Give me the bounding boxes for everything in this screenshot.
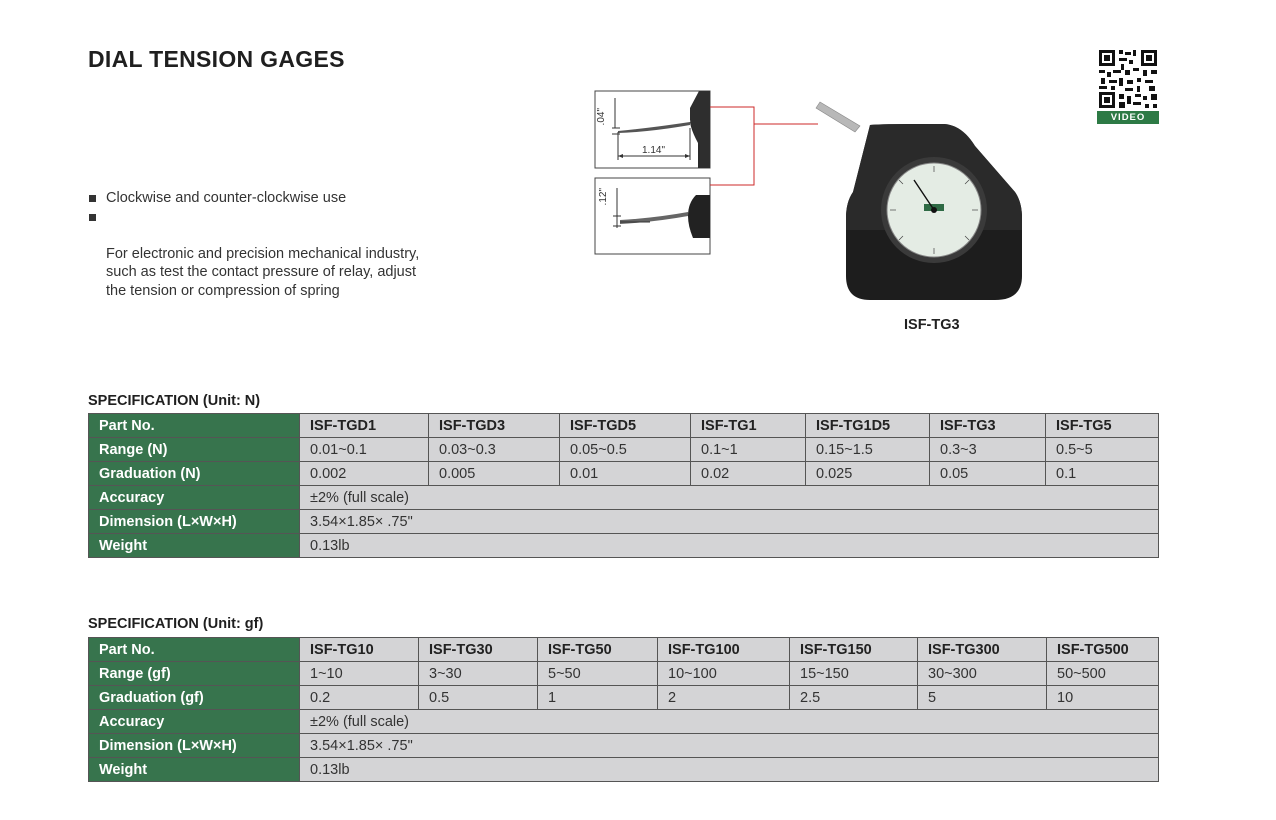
row-label: Graduation (gf) [89, 686, 300, 710]
feature-item [89, 189, 419, 208]
table-row [89, 486, 1159, 510]
table-cell: 50~500 [1047, 662, 1159, 686]
table-row [89, 662, 1159, 686]
table-cell: 0.02 [691, 462, 806, 486]
table-row [89, 686, 1159, 710]
part-no-cell: ISF-TG10 [300, 638, 419, 662]
table-cell: 10~100 [658, 662, 790, 686]
row-label: Graduation (N) [89, 462, 300, 486]
table-row [89, 710, 1159, 734]
table-cell: 15~150 [790, 662, 918, 686]
row-label: Part No. [89, 414, 300, 438]
table-cell: 1~10 [300, 662, 419, 686]
spec-gf-heading: SPECIFICATION (Unit: gf) [88, 616, 264, 632]
table-cell: 5 [918, 686, 1047, 710]
table-row [89, 462, 1159, 486]
table-row [89, 414, 1159, 438]
spec-table-n [88, 413, 1159, 558]
part-no-cell: ISF-TGD1 [300, 414, 429, 438]
table-cell: 0.5 [419, 686, 538, 710]
square-bullet-icon [89, 214, 96, 221]
part-no-cell: ISF-TG500 [1047, 638, 1159, 662]
part-no-cell: ISF-TGD3 [429, 414, 560, 438]
table-cell: 0.13lb [300, 534, 1159, 558]
table-cell: ±2% (full scale) [300, 486, 1159, 510]
table-cell: 0.005 [429, 462, 560, 486]
table-cell: 0.05~0.5 [560, 438, 691, 462]
table-cell: 3.54×1.85× .75" [300, 734, 1159, 758]
table-row [89, 534, 1159, 558]
part-no-cell: ISF-TG30 [419, 638, 538, 662]
dim-length: 1.14" [642, 145, 666, 156]
table-cell: 5~50 [538, 662, 658, 686]
video-qr-code[interactable] [1097, 48, 1159, 124]
product-label: ISF-TG3 [904, 317, 960, 333]
row-label: Part No. [89, 638, 300, 662]
feature-item [89, 208, 419, 301]
table-cell: 0.05 [930, 462, 1046, 486]
part-no-cell: ISF-TGD5 [560, 414, 691, 438]
part-no-cell: ISF-TG3 [930, 414, 1046, 438]
table-cell: 3~30 [419, 662, 538, 686]
table-cell: 0.03~0.3 [429, 438, 560, 462]
part-no-cell: ISF-TG1 [691, 414, 806, 438]
page-title: DIAL TENSION GAGES [88, 46, 345, 72]
table-cell: 1 [538, 686, 658, 710]
table-row [89, 638, 1159, 662]
table-cell: 0.01 [560, 462, 691, 486]
table-cell: 2 [658, 686, 790, 710]
table-cell: 0.2 [300, 686, 419, 710]
feature-text: For electronic and precision mechanical industry, such as test the contact pressure of relay, adjust the tension or compression of spring [106, 245, 420, 299]
part-no-cell: ISF-TG50 [538, 638, 658, 662]
row-label: Dimension (L×W×H) [89, 510, 300, 534]
table-cell: 3.54×1.85× .75" [300, 510, 1159, 534]
spec-n-heading: SPECIFICATION (Unit: N) [88, 393, 261, 409]
row-label: Range (gf) [89, 662, 300, 686]
table-cell: 0.002 [300, 462, 429, 486]
table-cell: ±2% (full scale) [300, 710, 1159, 734]
table-row [89, 758, 1159, 782]
dim-top-height: .04" [596, 108, 607, 126]
feature-text: Clockwise and counter-clockwise use [106, 190, 347, 206]
table-cell: 0.025 [806, 462, 930, 486]
qr-code-icon [1097, 48, 1159, 110]
table-cell: 30~300 [918, 662, 1047, 686]
part-no-cell: ISF-TG100 [658, 638, 790, 662]
table-cell: 2.5 [790, 686, 918, 710]
row-label: Accuracy [89, 710, 300, 734]
table-cell: 0.13lb [300, 758, 1159, 782]
table-cell: 0.3~3 [930, 438, 1046, 462]
table-row [89, 510, 1159, 534]
table-cell: 0.1~1 [691, 438, 806, 462]
table-cell: 0.5~5 [1046, 438, 1159, 462]
part-no-cell: ISF-TG1D5 [806, 414, 930, 438]
row-label: Dimension (L×W×H) [89, 734, 300, 758]
row-label: Range (N) [89, 438, 300, 462]
tip-dimension-diagram [590, 88, 820, 258]
table-cell: 0.1 [1046, 462, 1159, 486]
part-no-cell: ISF-TG300 [918, 638, 1047, 662]
table-cell: 0.15~1.5 [806, 438, 930, 462]
part-no-cell: ISF-TG5 [1046, 414, 1159, 438]
dial-gage-product-image [810, 100, 1035, 305]
row-label: Accuracy [89, 486, 300, 510]
table-row [89, 734, 1159, 758]
table-row [89, 438, 1159, 462]
square-bullet-icon [89, 195, 96, 202]
feature-list [89, 189, 419, 300]
part-no-cell: ISF-TG150 [790, 638, 918, 662]
row-label: Weight [89, 534, 300, 558]
row-label: Weight [89, 758, 300, 782]
dim-bottom-height: .12" [598, 188, 609, 206]
table-cell: 10 [1047, 686, 1159, 710]
spec-table-gf [88, 637, 1159, 782]
table-cell: 0.01~0.1 [300, 438, 429, 462]
video-badge: VIDEO [1097, 111, 1159, 124]
